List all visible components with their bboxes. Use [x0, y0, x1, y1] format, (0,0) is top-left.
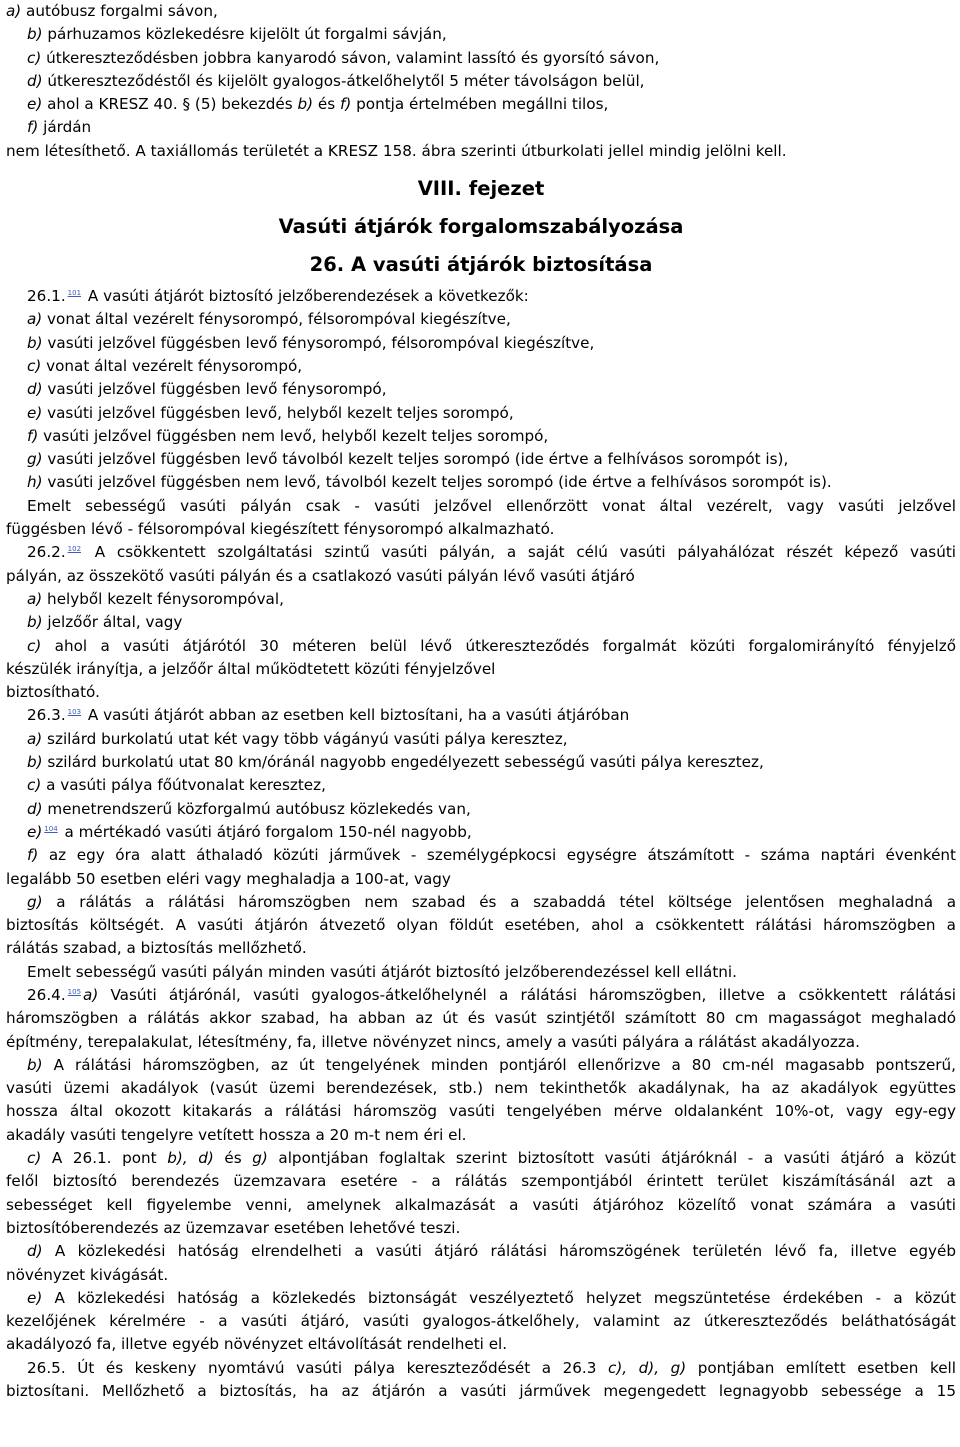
paragraph: sebességet kell figyelembe venni, amelynek alkalmazását a vasúti átjáróhoz közelítő vonat számára a vasúti [6, 1195, 956, 1214]
paragraph-26-2: 26.2. $^{102}$ A csökkentett szolgáltatási szintű vasúti pályán, a saját célú vasúti pályahálózat részét képező vasúti [27, 543, 956, 562]
paragraph: felől biztosító berendezés üzemzavara esetére - a rálátás szempontjából érintett terület kiszámításánál azt a [6, 1172, 956, 1191]
list-item: b) vasúti jelzővel függésben levő fénysorompó, félsorompóval kiegészítve, [27, 333, 595, 352]
list-item: c) a vasúti pálya főútvonalat keresztez, [27, 776, 326, 795]
paragraph: legalább 50 esetben eléri vagy meghaladja a 100-at, vagy [6, 869, 451, 888]
paragraph: készülék irányítja, a jelzőőr által működtetett közúti fényjelzővel [6, 659, 496, 678]
chapter-heading: VIII. fejezet [417, 177, 545, 201]
list-item: e) $^{104}$ a mértékadó vasúti átjáró forgalom 150-nél nagyobb, [27, 822, 472, 841]
chapter-title: Vasúti átjárók forgalomszabályozása [278, 215, 684, 239]
paragraph: háromszögben a rálátás akkor szabad, ha abban az út és vasút szintjétől számított 80 cm magasságot meghaladó [6, 1009, 956, 1028]
list-item: d) vasúti jelzővel függésben levő fénysorompó, [27, 380, 387, 399]
list-item: h) vasúti jelzővel függésben nem levő, távolból kezelt teljes sorompó (ide értve a felhívásos sorompót is). [27, 473, 832, 492]
list-item: e) vasúti jelzővel függésben levő, helyből kezelt teljes sorompó, [27, 403, 514, 422]
paragraph: akadályozó fa, illetve egyéb növényzet eltávolítását rendelheti el. [6, 1335, 508, 1354]
paragraph: növényzet kivágását. [6, 1265, 169, 1284]
list-item: b) jelzőőr által, vagy [27, 613, 183, 632]
list-item: c) vonat által vezérelt fénysorompó, [27, 356, 303, 375]
paragraph: hossza által okozott kitakarás a rálátási háromszög vasúti tengelyében mérve oldalanként 10%-ot, vagy egy-egy [6, 1102, 956, 1121]
paragraph: vasúti üzemi akadályok (vasút üzemi berendezések, stb.) nem tekinthetők akadálynak, ha az akadályok együttes [6, 1079, 956, 1098]
paragraph: Emelt sebességű vasúti pályán csak - vasúti jelzővel ellenőrzött vonat által vezérelt, vagy vasúti jelzővel [27, 496, 956, 515]
list-item: a) autóbusz forgalmi sávon, [6, 2, 218, 20]
paragraph: biztosítóberendezés az üzemzavar esetében lehetővé teszi. [6, 1218, 461, 1237]
list-item: g) a rálátás a rálátási háromszögben nem szabad és a szabaddá tétel költsége jelentősen meghaladná a [27, 892, 956, 911]
paragraph: Emelt sebességű vasúti pályán minden vasúti átjárót biztosító jelzőberendezéssel kell ellátni. [27, 962, 737, 981]
list-item: b) párhuzamos közlekedésre kijelölt út forgalmi sávján, [27, 25, 447, 44]
footnote-link[interactable]: 102 [67, 545, 82, 554]
list-item: g) vasúti jelzővel függésben levő távolból kezelt teljes sorompó (ide értve a felhívásos sorompót is), [27, 450, 789, 469]
paragraph: rálátás szabad, a biztosítás mellőzhető. [6, 939, 307, 958]
list-item: f) az egy óra alatt áthaladó közúti járművek - személygépkocsi egységre átszámított - száma naptári évenként [27, 846, 956, 865]
list-item: e) ahol a KRESZ 40. § (5) bekezdés b) és f) pontja értelmében megállni tilos, [27, 95, 609, 114]
paragraph-26-3: 26.3. $^{103}$ A vasúti átjárót abban az esetben kell biztosítani, ha a vasúti átjáróban [27, 706, 630, 725]
list-item: c) útkereszteződésben jobbra kanyarodó sávon, valamint lassító és gyorsító sávon, [27, 48, 660, 67]
section-title: 26. A vasúti átjárók biztosítása [309, 253, 653, 277]
paragraph: pályán, az összekötő vasúti pályán és a csatlakozó vasúti pályán lévő vasúti átjáró [6, 566, 635, 585]
list-item: a) vonat által vezérelt fénysorompó, félsorompóval kiegészítve, [27, 310, 511, 329]
paragraph: kezelőjének kérelmére - a vasúti átjáró, vasúti gyalogos-átkelőhely, valamint az útkereszteződés beláthatóságát [6, 1312, 956, 1331]
list-item: b) szilárd burkolatú utat 80 km/óránál nagyobb engedélyezett sebességű vasúti pálya keresztez, [27, 753, 764, 772]
footnote-link[interactable]: 104 [44, 824, 58, 833]
list-item: a) szilárd burkolatú utat két vagy több vágányú vasúti pálya keresztez, [27, 729, 568, 748]
list-item: c) A 26.1. pont b), d) és g) alpontjában foglaltak szerint biztosított vasúti átjáróknál - a vasúti átjáró a közút [27, 1149, 956, 1168]
list-item: c) ahol a vasúti átjárótól 30 méteren belül lévő útkereszteződés forgalmát közúti forgalomirányító fényjelző [27, 636, 956, 655]
paragraph: biztosítás költségét. A vasúti átjárón átvezető olyan földút esetében, ahol a csökkentett rálátási háromszögben a [6, 916, 956, 935]
list-item: f) járdán [27, 118, 92, 137]
list-item: d) menetrendszerű közforgalmú autóbusz közlekedés van, [27, 799, 471, 818]
paragraph: biztosítható. [6, 683, 100, 702]
paragraph: nem létesíthető. A taxiállomás területét a KRESZ 158. ábra szerinti útburkolati jellel mindig jelölni kell. [6, 141, 787, 160]
list-item: d) A közlekedési hatóság elrendelheti a vasúti átjáró rálátási háromszögének területén lévő fa, illetve egyéb [27, 1242, 956, 1261]
paragraph: akadály vasúti tengelyre vetített hossza a 20 m-t nem éri el. [6, 1125, 467, 1144]
paragraph: biztosítani. Mellőzhető a biztosítás, ha az átjárón a vasúti járművek megengedett legnagyobb sebessége a 15 [6, 1382, 956, 1401]
footnote-link[interactable]: 105 [67, 987, 82, 996]
list-item: d) útkereszteződéstől és kijelölt gyalogos-átkelőhelytől 5 méter távolságon belül, [27, 71, 645, 90]
list-item: f) vasúti jelzővel függésben nem levő, helyből kezelt teljes sorompó, [27, 426, 549, 445]
paragraph-26-5: 26.5. Út és keskeny nyomtávú vasúti pálya kereszteződését a 26.3 c), d), g) pontjában említett esetben kell [27, 1358, 956, 1377]
paragraph: függésben lévő - félsorompóval kiegészített fénysorompó alkalmazható. [6, 520, 555, 539]
paragraph-26-4: 26.4. $^{105}$ a) Vasúti átjárónál, vasúti gyalogos-átkelőhelynél a rálátási háromszögben, illetve a csökkentett rálátási [27, 985, 956, 1004]
footnote-link[interactable]: 103 [67, 708, 82, 717]
paragraph-26-1: 26.1. $^{101}$ A vasúti átjárót biztosító jelzőberendezések a következők: [27, 287, 529, 306]
list-item: b) A rálátási háromszögben, az út tengelyének minden pontjáról ellenőrizve a 80 cm-nél magasabb pontszerű, [27, 1055, 956, 1074]
paragraph: építmény, terepalakulat, létesítmény, fa, illetve növényzet nincs, amely a vasúti pályára a rálátást akadályozza. [6, 1032, 860, 1051]
footnote-link[interactable]: 101 [67, 289, 82, 298]
list-item: a) helyből kezelt fénysorompóval, [27, 589, 284, 608]
list-item: e) A közlekedési hatóság a közlekedés biztonságát veszélyeztető helyzet megszüntetése érdekében - a közút [27, 1288, 956, 1307]
